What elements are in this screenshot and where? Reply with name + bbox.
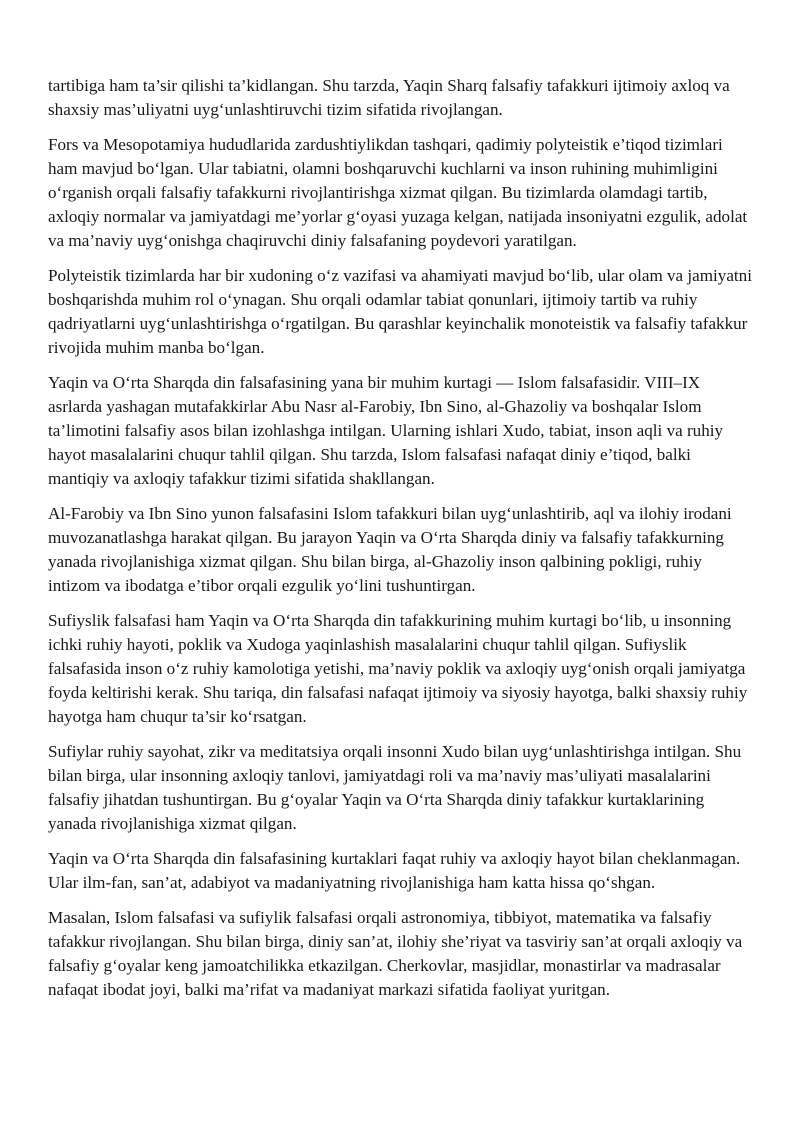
paragraph-8: Yaqin va O‘rta Sharqda din falsafasining kurtaklari faqat ruhiy va axloqiy hayot bilan cheklanmagan. Ular ilm-fan, san’at, adabiyot va madaniyatning rivojlanishiga ham katta hissa qo‘shgan. [48,849,741,892]
paragraph-4: Yaqin va O‘rta Sharqda din falsafasining yana bir muhim kurtagi — Islom falsafasidir. VIII–IX asrlarda yashagan mutafakkirlar Abu Nasr al-Farobiy, Ibn Sino, al-Ghazoliy va boshqalar Islom ta’limotini falsafiy asos bilan izohlashga intilgan. Ularning ishlari Xudo, tabiat, inson aqli va ruhiy hayot masalalarini chuqur tahlil qilgan. Shu tarzda, Islom falsafasi nafaqat diniy e’tiqod, balki mantiqiy va axloqiy tafakkur tizimi sifatida shakllangan. [48,373,724,488]
paragraph-6: Sufiyslik falsafasi ham Yaqin va O‘rta Sharqda din tafakkurining muhim kurtagi bo‘lib, u insonning ichki ruhiy hayoti, poklik va Xudoga yaqinlashish masalalarini chuqur tahlil qilgan. Sufiyslik falsafasida inson o‘z ruhiy kamolotiga yetishi, ma’naviy poklik va axloqiy uyg‘onish orqali jamiyatga foyda keltirishi kerak. Shu tariqa, din falsafasi nafaqat ijtimoiy va siyosiy hayotga, balki shaxsiy ruhiy hayotga ham chuqur ta’sir ko‘rsatgan. [48,611,748,726]
paragraph-2: Fors va Mesopotamiya hududlarida zardushtiylikdan tashqari, qadimiy polyteistik e’tiqod tizimlari ham mavjud bo‘lgan. Ular tabiatni, olamni boshqaruvchi kuchlarni va inson ruhining muhimligini o‘rganish orqali falsafiy tafakkurni rivojlantirishga xizmat qilgan. Bu tizimlarda olamdagi tartib, axloqiy normalar va jamiyatdagi me’yorlar g‘oyasi yuzaga kelgan, natijada insoniyatni ezgulik, adolat va ma’naviy uyg‘onishga chaqiruvchi diniy falsafaning poydevori yaratilgan. [48,135,748,250]
paragraph-3: Polyteistik tizimlarda har bir xudoning o‘z vazifasi va ahamiyati mavjud bo‘lib, ular olam va jamiyatni boshqarishda muhim rol o‘ynagan. Shu orqali odamlar tabiat qonunlari, ijtimoiy tartib va ruhiy qadriyatlarni uyg‘unlashtirishga o‘rgatilgan. Bu qarashlar keyinchalik monoteistik va falsafiy tafakkur rivojida muhim manba bo‘lgan. [48,266,752,357]
paragraph-9: Masalan, Islom falsafasi va sufiylik falsafasi orqali astronomiya, tibbiyot, matematika va falsafiy tafakkur rivojlangan. Shu bilan birga, diniy san’at, ilohiy she’riyat va tasviriy san’at orqali axloqiy va falsafiy g‘oyalar keng jamoatchilikka etkazilgan. Cherkovlar, masjidlar, monastirlar va madrasalar nafaqat ibodat joyi, balki ma’rifat va madaniyat markazi sifatida faoliyat yuritgan. [48,908,743,999]
paragraph-5: Al-Farobiy va Ibn Sino yunon falsafasini Islom tafakkuri bilan uyg‘unlashtirib, aql va ilohiy irodani muvozanatlashga harakat qilgan. Bu jarayon Yaqin va O‘rta Sharqda diniy va falsafiy tafakkurning yanada rivojlanishiga xizmat qilgan. Shu bilan birga, al-Ghazoliy inson qalbining pokligi, ruhiy intizom va ibodatga e’tibor orqali ezgulik yo‘lini tushuntirgan. [48,504,732,595]
paragraph-1: tartibiga ham ta’sir qilishi ta’kidlangan. Shu tarzda, Yaqin Sharq falsafiy tafakkuri ijtimoiy axloq va shaxsiy mas’uliyatni uyg‘unlashtiruvchi tizim sifatida rivojlangan. [48,76,730,119]
paragraph-7: Sufiylar ruhiy sayohat, zikr va meditatsiya orqali insonni Xudo bilan uyg‘unlashtirishga intilgan. Shu bilan birga, ular insonning axloqiy tanlovi, jamiyatdagi roli va ma’naviy mas’uliyati masalalarini falsafiy jihatdan tushuntirgan. Bu g‘oyalar Yaqin va O‘rta Sharqda diniy tafakkur kurtaklarining yanada rivojlanishiga xizmat qilgan. [48,742,742,833]
